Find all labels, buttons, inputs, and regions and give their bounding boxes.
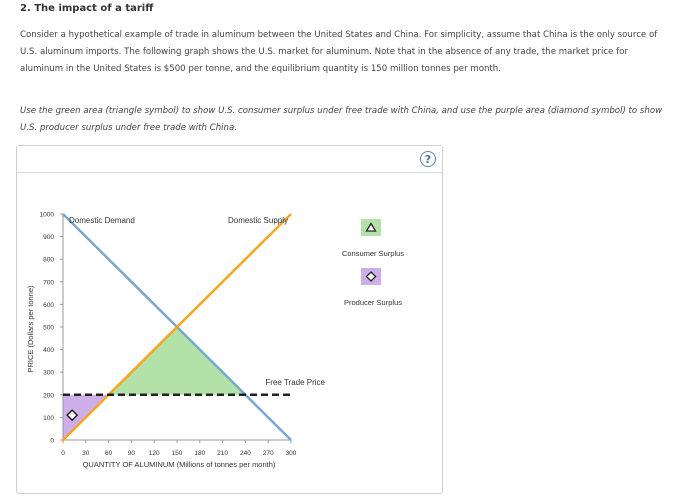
- y-axis-title: PRICE (Dollars per tonne): [26, 285, 35, 373]
- y-tick-label: 400: [43, 347, 54, 355]
- help-icon[interactable]: ?: [420, 151, 436, 167]
- x-tick-label: 30: [82, 450, 90, 457]
- y-tick-label: 200: [43, 392, 54, 400]
- x-tick-label: 270: [262, 450, 274, 457]
- supply-label: Domestic Supply: [227, 216, 288, 225]
- y-tick-label: 900: [43, 234, 54, 242]
- free-trade-price-label: Free Trade Price: [265, 377, 325, 387]
- question-title: 2. The impact of a tariff: [20, 3, 154, 14]
- x-tick-label: 240: [239, 450, 251, 457]
- y-tick-label: 700: [43, 279, 54, 287]
- x-tick-label: 150: [171, 450, 183, 457]
- intro-line: U.S. aluminum imports. The following graph shows the U.S. market for aluminum. Note that in the absence of any trade, the market price for: [20, 47, 628, 57]
- demand-label: Domestic Demand: [69, 216, 135, 225]
- instructions-line: Use the green area (triangle symbol) to show U.S. consumer surplus under free trade with China, and use the purple area (diamond symbol) to show: [20, 106, 663, 116]
- x-tick-label: 210: [217, 450, 229, 457]
- intro-line: Consider a hypothetical example of trade in aluminum between the United States and China. For simplicity, assume that China is the only source of: [20, 30, 658, 40]
- x-tick-label: 60: [104, 450, 113, 457]
- y-tick-label: 300: [43, 369, 54, 377]
- x-tick-label: 120: [148, 450, 160, 457]
- y-tick-label: 500: [43, 324, 54, 332]
- consumer-surplus-label: Consumer Surplus: [341, 249, 405, 258]
- consumer-surplus-area[interactable]: [109, 327, 246, 395]
- x-tick-label: 180: [194, 450, 206, 457]
- y-tick-label: 600: [43, 301, 54, 309]
- y-tick-label: 0: [50, 437, 54, 445]
- instructions-line: U.S. producer surplus under free trade with China.: [20, 123, 237, 133]
- y-tick-label: 100: [43, 414, 54, 422]
- producer-surplus-label: Producer Surplus: [344, 298, 402, 307]
- y-tick-label: 800: [43, 256, 54, 264]
- y-tick-label: 1000: [39, 211, 54, 219]
- x-tick-label: 300: [285, 450, 297, 457]
- x-tick-label: 0: [61, 450, 65, 457]
- x-axis-title: QUANTITY OF ALUMINUM (Millions of tonnes per month): [82, 460, 276, 469]
- x-tick-label: 90: [127, 450, 136, 457]
- intro-line: aluminum in the United States is $500 per tonne, and the equilibrium quantity is 150 million tonnes per month.: [20, 64, 501, 74]
